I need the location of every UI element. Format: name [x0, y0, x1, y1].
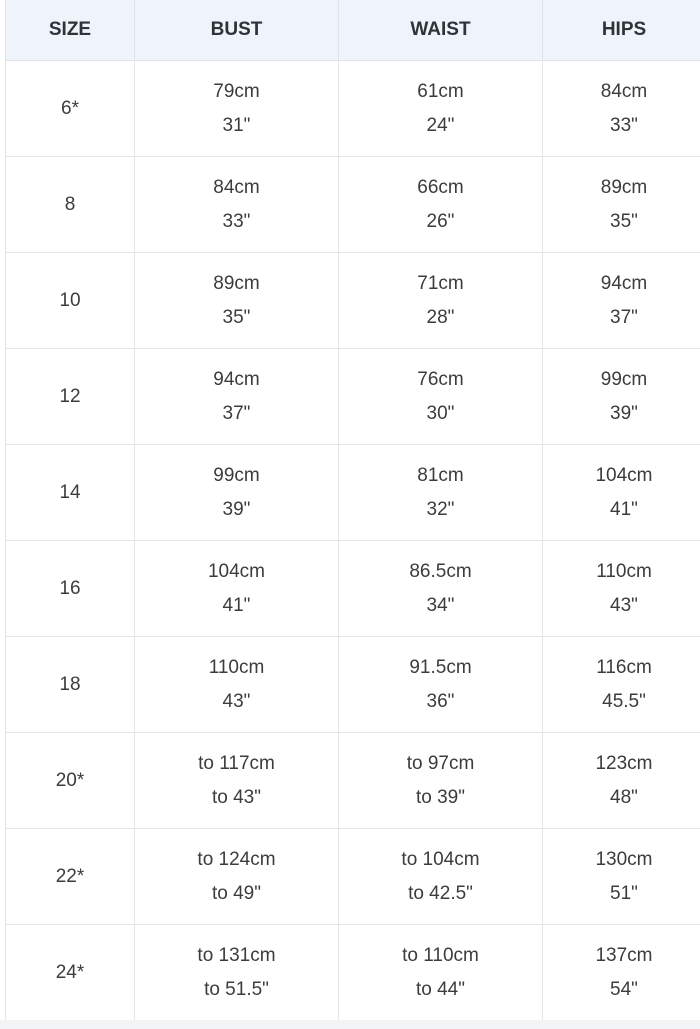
bust-bust-cm: 89cm — [213, 272, 260, 294]
size-cell — [6, 925, 135, 1021]
hips-hips-cm: 123cm — [595, 752, 653, 774]
bust-bust-in: to 51.5" — [204, 978, 269, 1000]
waist-cell — [339, 445, 543, 541]
size-size: 16 — [59, 577, 81, 599]
size-cell — [6, 733, 135, 829]
bust-bust-cm: 79cm — [213, 80, 260, 102]
waist-waist-in: to 39" — [415, 786, 465, 808]
hips-hips-in: 43" — [610, 594, 638, 616]
waist-waist-cm: to 97cm — [406, 752, 475, 774]
hips-hips-cm: 99cm — [600, 368, 648, 390]
hips-hips-cm: 110cm — [596, 560, 652, 582]
table-row — [6, 349, 700, 445]
table-row — [6, 157, 700, 253]
waist-waist-cm: 71cm — [417, 272, 464, 294]
bust-bust-in: 37" — [222, 402, 251, 424]
waist-cell — [339, 61, 543, 157]
bust-bust-in: 41" — [222, 594, 251, 616]
hips-hips-in: 37" — [610, 306, 638, 328]
table-row — [6, 61, 700, 157]
hips-hips-cm: 104cm — [595, 464, 653, 486]
bust-cell — [135, 253, 339, 349]
waist-cell — [339, 157, 543, 253]
hips-cell — [543, 829, 700, 925]
hips-cell — [543, 637, 700, 733]
bust-cell — [135, 541, 339, 637]
waist-waist-cm: to 104cm — [401, 848, 480, 870]
bust-bust-cm: to 131cm — [197, 944, 276, 966]
table-row — [6, 253, 700, 349]
scroll-edge — [0, 1020, 700, 1029]
waist-waist-cm: to 110cm — [402, 944, 479, 966]
bust-bust-cm: 104cm — [207, 560, 266, 582]
header-hips: HIPS — [543, 0, 700, 61]
header-size: SIZE — [6, 0, 135, 61]
hips-hips-in: 41" — [610, 498, 638, 520]
bust-bust-in: to 49" — [211, 882, 261, 904]
size-cell — [6, 349, 135, 445]
hips-cell — [543, 445, 700, 541]
waist-cell — [339, 253, 543, 349]
hips-hips-cm: 137cm — [595, 944, 653, 966]
bust-bust-cm: to 117cm — [198, 752, 275, 774]
waist-waist-in: 36" — [426, 690, 455, 712]
waist-waist-in: 26" — [426, 210, 455, 232]
waist-waist-cm: 61cm — [417, 80, 464, 102]
hips-cell — [543, 349, 700, 445]
hips-hips-in: 33" — [610, 114, 638, 136]
hips-hips-in: 51" — [610, 882, 638, 904]
hips-hips-in: 39" — [610, 402, 638, 424]
table-row — [6, 733, 700, 829]
hips-cell — [543, 925, 700, 1021]
size-size: 20* — [55, 769, 85, 791]
size-cell — [6, 61, 135, 157]
header-waist: WAIST — [339, 0, 543, 61]
waist-waist-cm: 76cm — [417, 368, 464, 390]
size-cell — [6, 157, 135, 253]
size-size: 22* — [55, 865, 85, 887]
hips-hips-in: 48" — [610, 786, 638, 808]
table-row — [6, 829, 700, 925]
table-row — [6, 925, 700, 1021]
hips-hips-cm: 89cm — [600, 176, 648, 198]
bust-bust-cm: 84cm — [213, 176, 260, 198]
bust-bust-in: 43" — [222, 690, 251, 712]
size-cell — [6, 829, 135, 925]
waist-waist-in: to 44" — [415, 978, 465, 1000]
waist-cell — [339, 733, 543, 829]
waist-cell — [339, 925, 543, 1021]
size-size: 18 — [59, 673, 81, 695]
table-row — [6, 541, 700, 637]
waist-cell — [339, 541, 543, 637]
size-cell — [6, 541, 135, 637]
waist-waist-cm: 66cm — [417, 176, 464, 198]
bust-cell — [135, 157, 339, 253]
header-bust: BUST — [135, 0, 339, 61]
hips-hips-cm: 94cm — [600, 272, 648, 294]
hips-hips-in: 35" — [610, 210, 638, 232]
table-row — [6, 637, 700, 733]
hips-hips-cm: 116cm — [596, 656, 652, 678]
bust-cell — [135, 445, 339, 541]
size-chart-table — [5, 0, 700, 1021]
waist-waist-in: 32" — [426, 498, 455, 520]
bust-bust-in: 39" — [222, 498, 251, 520]
size-cell — [6, 253, 135, 349]
waist-cell — [339, 829, 543, 925]
waist-waist-cm: 81cm — [417, 464, 464, 486]
size-size: 10 — [59, 289, 81, 311]
bust-bust-in: to 43" — [211, 786, 261, 808]
size-size: 8 — [64, 193, 76, 215]
waist-waist-cm: 91.5cm — [409, 656, 472, 678]
header-row — [6, 0, 700, 61]
hips-cell — [543, 157, 700, 253]
bust-cell — [135, 829, 339, 925]
size-size: 24* — [55, 961, 85, 983]
bust-bust-in: 35" — [222, 306, 251, 328]
table-body — [6, 61, 700, 1021]
table-header — [6, 0, 700, 61]
hips-hips-in: 45.5" — [602, 690, 646, 712]
size-cell — [6, 637, 135, 733]
hips-hips-in: 54" — [610, 978, 638, 1000]
waist-cell — [339, 349, 543, 445]
bust-cell — [135, 733, 339, 829]
hips-cell — [543, 733, 700, 829]
waist-waist-in: 30" — [426, 402, 455, 424]
bust-cell — [135, 925, 339, 1021]
hips-cell — [543, 541, 700, 637]
bust-bust-cm: 110cm — [208, 656, 265, 678]
waist-waist-in: 34" — [426, 594, 455, 616]
hips-cell — [543, 253, 700, 349]
hips-cell — [543, 61, 700, 157]
size-size: 12 — [59, 385, 81, 407]
bust-cell — [135, 61, 339, 157]
waist-waist-in: to 42.5" — [408, 882, 473, 904]
waist-cell — [339, 637, 543, 733]
waist-waist-cm: 86.5cm — [409, 560, 472, 582]
hips-hips-cm: 84cm — [600, 80, 648, 102]
size-size: 14 — [59, 481, 81, 503]
waist-waist-in: 28" — [426, 306, 455, 328]
bust-bust-cm: 99cm — [213, 464, 260, 486]
hips-hips-cm: 130cm — [595, 848, 653, 870]
size-cell — [6, 445, 135, 541]
bust-bust-in: 33" — [222, 210, 251, 232]
table-row — [6, 445, 700, 541]
bust-bust-cm: to 124cm — [197, 848, 276, 870]
bust-cell — [135, 349, 339, 445]
bust-bust-cm: 94cm — [213, 368, 260, 390]
size-size: 6* — [61, 97, 79, 119]
bust-bust-in: 31" — [222, 114, 251, 136]
bust-cell — [135, 637, 339, 733]
waist-waist-in: 24" — [426, 114, 455, 136]
